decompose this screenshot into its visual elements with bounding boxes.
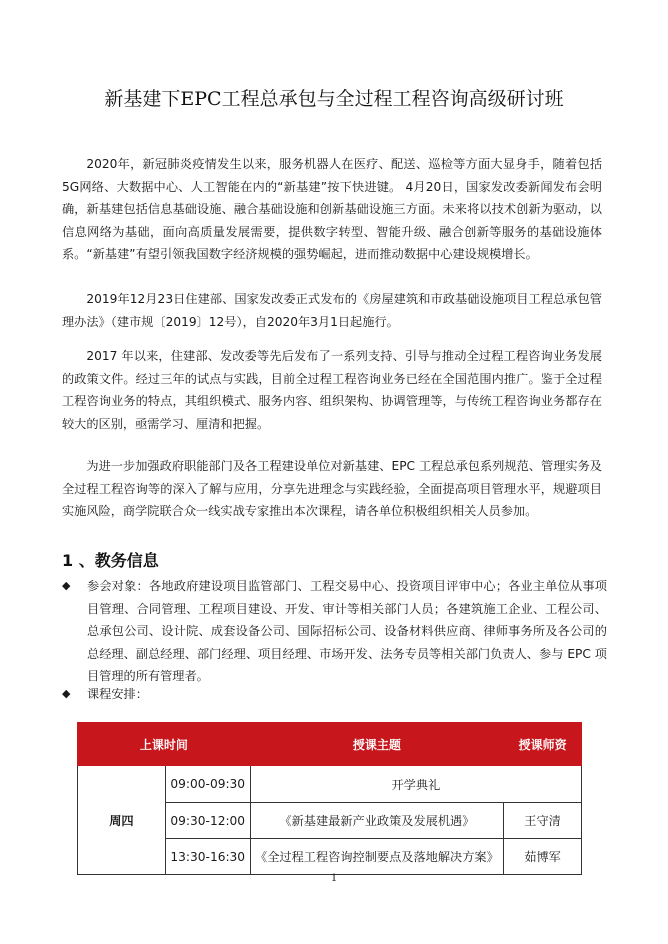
- paragraph-purpose: 为进一步加强政府职能部门及各工程建设单位对新基建、EPC 工程总承包系列规范、管理实务及全过程工程咨询等的深入了解与应用，分享先进理念与实践经验，全面提高项目管理水平，规避项目实施风险，商学院联合众一线实战专家推出本次课程，请各单位积极组织相关人员参加。: [62, 459, 602, 519]
- topic-cell: 《全过程工程咨询控制要点及落地解决方案》: [250, 839, 503, 875]
- section-title-academic-info: 1 、教务信息: [62, 551, 159, 570]
- page-number: 1: [330, 873, 338, 884]
- teacher-cell: 茹博军: [504, 839, 582, 875]
- paragraph-regulation: 2019年12月23日住建部、国家发改委正式发布的《房屋建筑和市政基础设施项目工程总承包管理办法》（建市规〔2019〕12号），自2020年3月1日起施行。: [62, 292, 602, 329]
- time-cell: 09:30-12:00: [165, 803, 250, 839]
- header-time: 上课时间: [78, 723, 251, 766]
- bullet-participants-text: 参会对象：各地政府建设项目监管部门、工程交易中心、投资项目评审中心；各业主单位从事项目管理、合同管理、工程项目建设、开发、审计等相关部门人员；各建筑施工企业、工程公司、总承包公司、设计院、成套设备公司、国际招标公司、设备材料供应商、律师事务所及各公司的总经理、副总经理、部门经理、项目经理、市场开发、法务专员等相关部门负责人、参与 EPC 项目管理的所有管理者。: [87, 579, 607, 684]
- document-title: 新基建下EPC工程总承包与全过程工程咨询高级研讨班: [104, 88, 564, 110]
- topic-cell: 开学典礼: [250, 766, 581, 803]
- time-cell: 09:00-09:30: [165, 766, 250, 803]
- schedule-header-row: [78, 723, 582, 766]
- header-teacher: 授课师资: [504, 723, 582, 766]
- bullet-schedule-text: 课程安排：: [87, 687, 148, 701]
- paragraph-consulting: 2017 年以来，住建部、发改委等先后发布了一系列支持、引导与推动全过程工程咨询业务发展的政策文件。经过三年的试点与实践，目前全过程工程咨询业务已经在全国范围内推广。鉴于全过程工程咨询业务的特点，其组织模式、服务内容、组织架构、协调管理等，与传统工程咨询业务都存在较大的区别，亟需学习、厘清和把握。: [62, 349, 602, 431]
- header-topic: 授课主题: [250, 723, 503, 766]
- bullet-schedule: [62, 683, 607, 706]
- topic-cell: 《新基建最新产业政策及发展机遇》: [250, 803, 503, 839]
- table-row: [78, 766, 582, 803]
- paragraph-intro: 2020年，新冠肺炎疫情发生以来，服务机器人在医疗、配送、巡检等方面大显身手，随着包括 5G网络、大数据中心、人工智能在内的“新基建”按下快进键。 4月20日，国家发改委新闻发布会明确，新基建包括信息基础设施、融合基础设施和创新基础设施三方面。未来将以技术创新为驱动，以信息网络为基础，面向高质量发展需要，提供数字转型、智能升级、融合创新等服务的基础设施体系。“新基建”有望引领我国数字经济规模的强势崛起，进而推动数据中心建设规模增长。: [62, 157, 602, 262]
- diamond-bullet-icon: ◆: [62, 579, 71, 592]
- bullet-participants: [62, 575, 607, 688]
- time-cell: 13:30-16:30: [165, 839, 250, 875]
- schedule-table: [77, 722, 582, 875]
- diamond-bullet-icon: ◆: [62, 687, 71, 700]
- day-cell: 周四: [78, 766, 166, 875]
- teacher-cell: 王守清: [504, 803, 582, 839]
